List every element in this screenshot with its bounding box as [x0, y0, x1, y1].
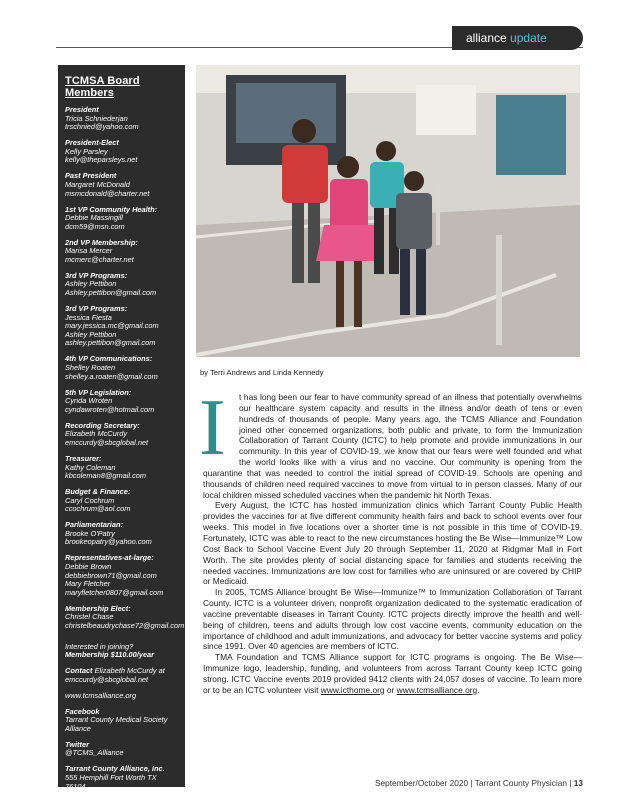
facebook-text[interactable]: Tarrant County Medical Society Alliance [65, 715, 168, 733]
tcmsalliance-link[interactable]: www.tcmsalliance.org [396, 684, 478, 695]
board-role: 3rd VP Programs: [65, 304, 128, 314]
twitter-handle[interactable]: @TCMS_Alliance [65, 748, 124, 758]
board-member-email[interactable]: christelbeaudrychase72@gmail.com [65, 620, 185, 630]
board-role: 2nd VP Membership: [65, 237, 138, 247]
page-footer [375, 778, 583, 788]
membership-info [65, 643, 179, 660]
board-member-name: Tricia Schniederjan [65, 113, 128, 123]
paragraph-4-or: or [386, 684, 395, 695]
vaccine-event-photo [196, 65, 580, 357]
board-member-email[interactable]: Ashley.pettibon@gmail.com [65, 288, 157, 298]
board-member-email[interactable]: kbcoleman8@gmail.com [65, 471, 147, 481]
board-member-entry [65, 272, 179, 298]
board-member-list [65, 105, 185, 631]
board-role: Representatives-at-large: [65, 553, 154, 563]
address-line1: 555 Hemphill Fort Worth TX [65, 773, 157, 783]
org-address [65, 765, 179, 799]
board-member-email[interactable]: ccochrum@aol.com [65, 504, 131, 514]
board-member-name: Mary Fletcher [65, 579, 111, 589]
board-member-entry [65, 455, 179, 481]
board-member-entry [65, 422, 179, 448]
facebook-info [65, 708, 179, 734]
board-role: 4th VP Communications: [65, 354, 153, 364]
board-member-name: Ashley Pettibon [65, 329, 117, 339]
icthome-link[interactable]: www.icthome.org [320, 684, 385, 695]
board-role: President-Elect [65, 138, 119, 148]
board-member-name: Debbie Massingill [65, 213, 123, 223]
board-member-entry [65, 139, 179, 165]
board-member-entry [65, 106, 179, 132]
twitter-info [65, 741, 179, 758]
phone: (817) 732-2825 [65, 790, 116, 800]
drop-cap: I [199, 384, 226, 472]
board-role: 3rd VP Programs: [65, 270, 128, 280]
board-member-email[interactable]: brookeopatry@yahoo.com [65, 537, 152, 547]
address-line2: 76104 [65, 781, 86, 791]
contact-text: Elizabeth McCurdy at emccurdy@sbcglobal.net [65, 666, 165, 684]
paragraph-4-end: . [477, 684, 480, 695]
paragraph-1: t has long been our fear to have community spread of an illness that potentially overwhelms our healthcare system capacity and results in the illness and/or death of tens or even hundreds of thousands of people. Many years ago, the TCMS Alliance and Foundation joined other concerned organizations, both public and private, to form the Immunization Collaboration of Tarrant County (ICTC) to help promote and provide immunizations in our community. In this year of COVID-19, we know that our fears were well founded and what the world looks like with a virus and no vaccine. Our community is opening from the quarantine that was needed to control the initial spread of COVID-19. Schools are opening and thousands of children need required vaccines to move from virtual to in person classes. Many of our local children missed scheduled vaccines when the pandemic hit North Texas. [203, 392, 582, 500]
article-byline: by Terri Andrews and Linda Kennedy [200, 368, 324, 377]
board-member-email[interactable]: cyndawroten@hotmail.com [65, 404, 155, 414]
board-role: Parliamentarian: [65, 520, 123, 530]
board-member-name: Ashley Pettibon [65, 279, 117, 289]
board-member-name: Kathy Coleman [65, 462, 116, 472]
website-link[interactable]: www.tcmsalliance.org [65, 690, 137, 700]
board-member-name: Caryl Cochrum [65, 495, 115, 505]
board-member-name: Marisa Mercer [65, 246, 113, 256]
board-member-entry [65, 305, 179, 348]
board-member-email[interactable]: debbiebrown71@gmail.com [65, 570, 157, 580]
board-member-entry [65, 603, 185, 631]
board-role: Membership Elect: [65, 603, 131, 613]
board-member-email[interactable]: trschnied@yahoo.com [65, 122, 139, 132]
photo-illustration [196, 65, 580, 357]
section-label: alliance [466, 31, 507, 45]
board-member-email[interactable]: mcmerc@charter.net [65, 254, 134, 264]
board-member-entry [65, 172, 179, 198]
board-member-name: Shelley Roaten [65, 362, 116, 372]
board-member-name: Debbie Brown [65, 562, 112, 572]
page-number: 13 [573, 778, 583, 788]
facebook-label: Facebook [65, 706, 100, 716]
board-member-entry [65, 488, 179, 514]
paragraph-3: In 2005, TCMS Alliance brought Be Wise—Immunize™ to Immunization Collaboration of Tarrant County. ICTC is a volunteer driven, nonprofit organization dedicated to the systematic eradication of vaccine preventable diseases in Tarrant County. ICTC projects directly improve the health and well-being of children, teens and adults through low cost vaccine events, community education on the importance of childhood and adult immunizations, and advocacy for better vaccine systems and policy since 1991. Over 40 agencies are members of ICTC. [203, 587, 582, 652]
membership-label: Membership [65, 650, 109, 660]
board-member-entry [65, 355, 179, 381]
board-member-email[interactable]: maryfletcher0807@gmail.com [65, 587, 164, 597]
footer-sep-1: | [470, 778, 475, 788]
board-member-entry [65, 521, 179, 547]
footer-sep-2: | [569, 778, 574, 788]
board-role: Treasurer: [65, 453, 102, 463]
board-member-entry [65, 389, 179, 415]
board-role: Past President [65, 171, 117, 181]
board-member-email[interactable]: emccurdy@sbcglobal.net [65, 437, 149, 447]
board-member-email[interactable]: shelley.a.roaten@gmail.com [65, 371, 158, 381]
board-members-sidebar [58, 65, 185, 800]
section-tab [452, 26, 583, 50]
board-member-entry [65, 206, 179, 232]
board-member-entry [65, 554, 179, 597]
org-name: Tarrant County Alliance, Inc. [65, 764, 165, 774]
board-member-email[interactable]: ashley.pettibon@gmail.com [65, 338, 156, 348]
board-member-name: Cynda Wroten [65, 396, 113, 406]
board-role: President [65, 105, 99, 114]
article-body [203, 392, 582, 696]
board-role: Budget & Finance: [65, 487, 131, 497]
board-member-email[interactable]: kelly@theparsleys.net [65, 155, 138, 165]
sidebar-title: TCMSA Board Members [65, 75, 140, 99]
board-member-email[interactable]: msmcdonald@charter.net [65, 188, 150, 198]
contact-info [65, 667, 179, 684]
board-member-name: Brooke O'Patry [65, 528, 115, 538]
board-member-name: Christel Chase [65, 612, 114, 622]
board-member-email[interactable]: dcm59@msn.com [65, 221, 125, 231]
paragraph-4-text: TMA Foundation and TCMS Alliance support for ICTC programs is ongoing. The Be Wise—Immunize logo, leadership, funding, and volunteers from across Tarrant County keep ICTC going strong. ICTC Vaccine events 2019 provided 9412 clients with 24,057 doses of vaccine. To learn more or to be an ICTC volunteer visit [203, 652, 582, 695]
board-role: 1st VP Community Health: [65, 204, 158, 214]
dropcap-spacer [203, 392, 239, 458]
board-member-name: Kelly Parsley [65, 146, 108, 156]
board-member-name: Margaret McDonald [65, 179, 130, 189]
membership-price: $110.00/year [110, 650, 155, 660]
board-role: 5th VP Legislation: [65, 387, 132, 397]
join-prompt: Interested in joining? [65, 641, 134, 651]
board-member-name: Jessica Fiesta [65, 312, 112, 322]
paragraph-2: Every August, the ICTC has hosted immunization clinics which Tarrant County Public Health provides the vaccines for at five different community health fairs and back to school events over four weeks. This model in five locations over a shorter time is not possible in this time of COVID-19. Fortunately, ICTC was able to react to the new circumstances hosting the Be Wise—Immunize™ Low Cost Back to School Vaccine Event July 20 through September 11, 2020 at Ridgmar Mall in Fort Worth. The site provides plenty of social distancing space for families and students receiving the needed vaccines. Immunizations are low cost for families who are uninsured or are covered by CHIP or Medicaid. [203, 500, 582, 587]
footer-publication: Tarrant County Physician [474, 778, 567, 788]
twitter-label: Twitter [65, 739, 89, 749]
contact-label: Contact [65, 666, 93, 676]
board-member-entry [65, 239, 179, 265]
board-member-name: Elizabeth McCurdy [65, 429, 128, 439]
board-role: Recording Secretary: [65, 420, 140, 430]
section-accent: update [510, 31, 547, 45]
footer-issue: September/October 2020 [374, 778, 469, 788]
paragraph-4 [203, 652, 582, 695]
board-member-email[interactable]: mary.jessica.mc@gmail.com [65, 321, 159, 331]
